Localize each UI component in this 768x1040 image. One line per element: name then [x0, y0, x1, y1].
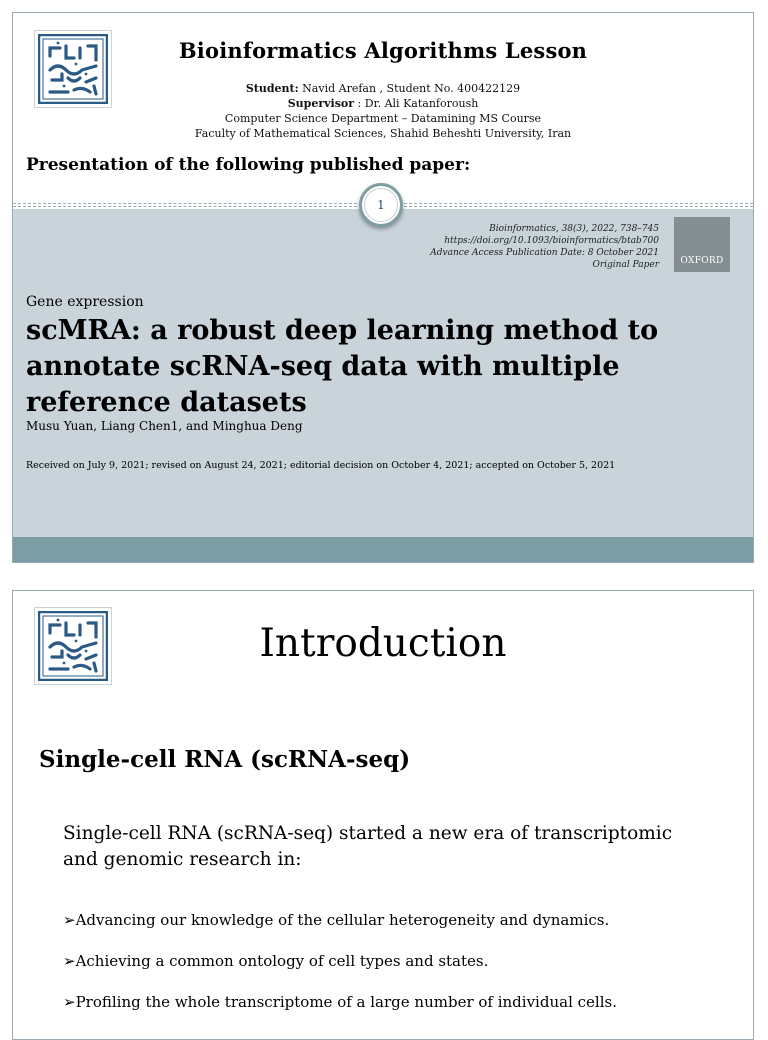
publisher-name: OXFORD [680, 256, 724, 266]
bullet-item: ➢Achieving a common ontology of cell types and states. [63, 952, 489, 970]
slide-1 [12, 12, 754, 563]
page-number-badge [359, 183, 403, 227]
intro-paragraph: Single-cell RNA (scRNA-seq) started a new era of transcriptomic and genomic research in: [63, 823, 673, 870]
section-heading: Single-cell RNA (scRNA-seq) [39, 746, 411, 773]
lesson-title: Bioinformatics Algorithms Lesson [178, 38, 588, 63]
bullet-item: ➢Profiling the whole transcriptome of a large number of individual cells. [63, 993, 617, 1011]
paper-metadata [430, 223, 659, 271]
paper-received-dates: Received on July 9, 2021; revised on August 24, 2021; editorial decision on October 4, 2021; accepted on October 5, 2021 [26, 460, 616, 471]
university-logo-icon [34, 607, 112, 685]
paper-title: scMRA: a robust deep learning method to annotate scRNA-seq data with multiple reference datasets [26, 315, 659, 418]
paper-citation: Bioinformatics, 38(3), 2022, 738–745 [489, 224, 659, 234]
supervisor-label: Supervisor [287, 97, 355, 110]
student-value: Navid Arefan , Student No. 400422129 [298, 82, 521, 95]
paper-access-date: Advance Access Publication Date: 8 October 2021 [430, 248, 659, 258]
slide-2 [12, 590, 754, 1040]
faculty: Faculty of Mathematical Sciences, Shahid Beheshti University, Iran [194, 127, 572, 140]
slide-title: Introduction [259, 621, 507, 666]
presentation-heading: Presentation of the following published paper: [26, 155, 471, 175]
bullet-item: ➢Advancing our knowledge of the cellular heterogeneity and dynamics. [63, 911, 610, 929]
paper-type: Original Paper [592, 260, 659, 270]
supervisor-value: : Dr. Ali Katanforoush [354, 97, 479, 110]
paper-authors: Musu Yuan, Liang Chen1, and Minghua Deng [26, 419, 303, 433]
page-number: 1 [364, 188, 398, 222]
department: Computer Science Department – Datamining MS Course [224, 112, 542, 125]
oxford-logo-icon [674, 217, 730, 272]
paper-category: Gene expression [26, 294, 144, 310]
student-label: Student: [245, 82, 299, 95]
slide-footer-bar [13, 537, 753, 563]
paper-doi: https://doi.org/10.1093/bioinformatics/btab700 [444, 236, 659, 246]
presenter-info [163, 81, 603, 141]
university-logo-icon [34, 30, 112, 108]
